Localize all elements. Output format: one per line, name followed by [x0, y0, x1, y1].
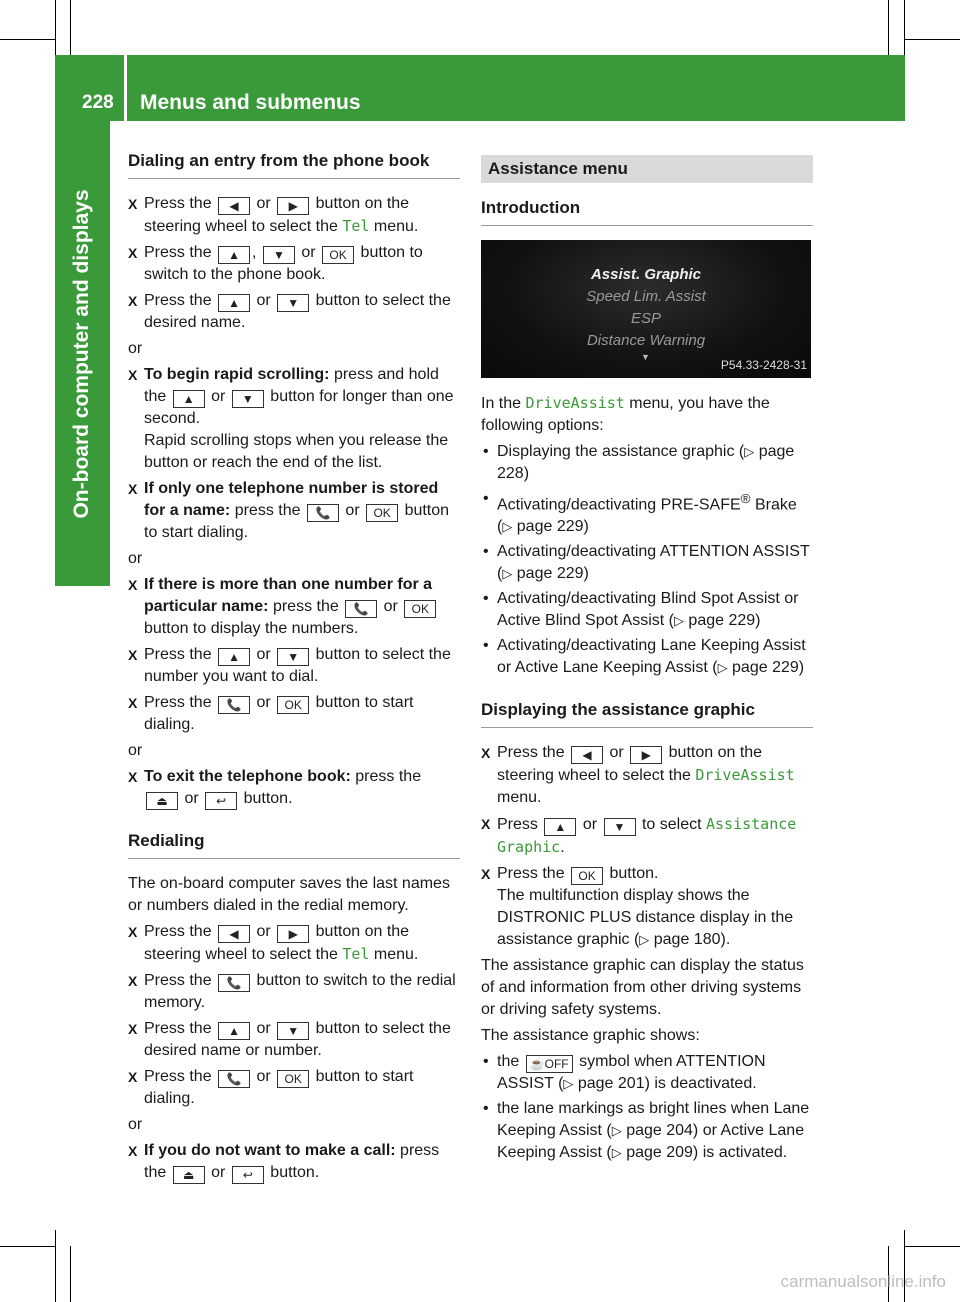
up-arrow-key-icon: ▲: [544, 818, 576, 836]
menu-name: Tel: [342, 945, 370, 963]
running-title: Menus and submenus: [140, 91, 361, 114]
bullet-icon: •: [483, 1100, 489, 1118]
scroll-down-icon: ▼: [641, 352, 650, 362]
page-ref-icon: ▷: [611, 1123, 622, 1139]
phone-key-icon: 📞: [218, 1070, 250, 1088]
page-ref-icon: ▷: [673, 613, 684, 629]
page-number: 228: [82, 92, 114, 113]
page-ref-icon: ▷: [563, 1076, 574, 1092]
step: X Press the ◀ or ▶ button on the steering wheel to select the Tel menu.: [128, 923, 419, 963]
body-paragraph: The assistance graphic shows:: [481, 1027, 700, 1045]
list-item: • Activating/deactivating Blind Spot Assist or Active Blind Spot Assist (▷ page 229): [483, 590, 799, 630]
redial-intro: The on-board computer saves the last names or numbers dialed in the redial memory.: [128, 875, 450, 914]
step-marker-icon: X: [128, 481, 138, 497]
step-marker-icon: X: [128, 577, 138, 593]
footer-url: carmanualsonline.info: [780, 1272, 946, 1291]
bullet-icon: •: [483, 1053, 489, 1071]
up-arrow-key-icon: ▲: [218, 246, 250, 264]
step-marker-icon: X: [128, 245, 138, 261]
step: X Press the ▲ or ▼ button to select the desired name.: [128, 292, 451, 331]
page-ref-icon: ▷: [639, 932, 650, 948]
assistance-menu-heading: Assistance menu: [481, 155, 813, 183]
introduction-heading: Introduction: [481, 197, 813, 226]
left-column: [128, 150, 460, 1188]
up-arrow-key-icon: ▲: [218, 1022, 250, 1040]
or-text: or: [128, 340, 143, 357]
step-marker-icon: X: [128, 924, 138, 940]
step: X Press the ▲ , ▼ or OK button to switch to the phone book.: [128, 244, 423, 283]
ok-key-icon: OK: [322, 246, 354, 264]
page-ref-icon: ▷: [502, 566, 513, 582]
step: X If you do not want to make a call: press the ⏏ or ↩ button.: [128, 1142, 440, 1182]
step-marker-icon: X: [481, 745, 491, 762]
hang-up-key-icon: ⏏: [173, 1166, 205, 1184]
down-arrow-key-icon: ▼: [277, 1022, 309, 1040]
figure-menu-item: ESP: [630, 310, 661, 327]
step-marker-icon: X: [128, 973, 138, 989]
crop-mark: [888, 0, 889, 56]
step: X Press ▲ or ▼ to select Assistance Graphic.: [481, 815, 797, 857]
down-arrow-key-icon: ▼: [232, 390, 264, 408]
phone-key-icon: 📞: [345, 600, 377, 618]
figure-menu-item: Speed Lim. Assist: [586, 288, 706, 305]
step-marker-icon: X: [128, 1143, 138, 1159]
step-marker-icon: X: [128, 769, 138, 785]
left-arrow-key-icon: ◀: [218, 925, 250, 943]
step-marker-icon: X: [128, 1069, 138, 1085]
left-arrow-key-icon: ◀: [218, 197, 250, 215]
step-marker-icon: X: [481, 816, 491, 833]
phone-key-icon: 📞: [307, 504, 339, 522]
step: X Press the OK button. The multifunction display shows the DISTRONIC PLUS distance display in the assistance graphic (▷ page 180).: [481, 865, 794, 949]
intro-paragraph: In the DriveAssist menu, you have the following options:: [481, 394, 770, 434]
step: X If there is more than one number for a particular name: press the 📞 or OK button to display the numbers.: [128, 574, 460, 640]
step-marker-icon: X: [128, 1021, 138, 1037]
page-ref-icon: ▷: [611, 1145, 622, 1161]
menu-name: Assistance Graphic: [497, 815, 797, 857]
menu-name: DriveAssist: [695, 766, 795, 785]
back-key-icon: ↩: [205, 792, 237, 810]
down-arrow-key-icon: ▼: [604, 818, 636, 836]
step-marker-icon: X: [481, 866, 491, 883]
step: X Press the ▲ or ▼ button to select the number you want to dial.: [128, 646, 451, 685]
bullet-icon: •: [483, 443, 489, 460]
step-marker-icon: X: [128, 196, 138, 212]
ok-key-icon: OK: [366, 504, 398, 522]
right-column: [481, 155, 813, 1167]
up-arrow-key-icon: ▲: [218, 294, 250, 312]
crop-mark: [70, 1246, 71, 1302]
bullet-icon: •: [483, 590, 489, 608]
crop-mark: [55, 1230, 56, 1302]
crop-mark: [904, 0, 905, 56]
left-arrow-key-icon: ◀: [571, 746, 603, 764]
step: X If only one telephone number is stored for a name: press the 📞 or OK button to start dialing.: [128, 480, 450, 541]
crop-mark: [55, 0, 56, 56]
crop-mark: [0, 1246, 56, 1247]
step-marker-icon: X: [128, 367, 138, 383]
down-arrow-key-icon: ▼: [277, 648, 309, 666]
step: X Press the 📞 or OK button to start dialing.: [128, 694, 414, 733]
back-key-icon: ↩: [232, 1166, 264, 1184]
figure-code: P54.33-2428-31: [720, 358, 807, 372]
step: X To exit the telephone book: press the ⏏ or ↩ button.: [128, 768, 422, 808]
step: X Press the ▲ or ▼ button to select the desired name or number.: [128, 1020, 451, 1059]
crop-mark: [904, 1246, 960, 1247]
up-arrow-key-icon: ▲: [173, 390, 205, 408]
or-text: or: [128, 742, 143, 759]
list-item: • the lane markings as bright lines when Lane Keeping Assist (▷ page 204) or Active Lane Keeping Assist (▷ page 209) is activated.: [483, 1100, 810, 1162]
bullet-icon: •: [483, 490, 489, 507]
ok-key-icon: OK: [404, 600, 436, 618]
or-text: or: [128, 550, 143, 567]
menu-name: Tel: [342, 217, 370, 235]
page-ref-icon: ▷: [744, 444, 755, 459]
bullet-icon: •: [483, 637, 489, 655]
figure-menu-item-selected: Assist. Graphic: [590, 266, 702, 283]
body-paragraph: The assistance graphic can display the status of and information from other driving systems or driving safety systems.: [481, 957, 804, 1019]
list-item: • Activating/deactivating Lane Keeping Assist or Active Lane Keeping Assist (▷ page 229): [483, 637, 806, 677]
step: X To begin rapid scrolling: press and hold the ▲ or ▼ button for longer than one second. Rapid scrolling stops when you release the button or reach the end of the list.: [128, 366, 454, 471]
step: X Press the 📞 button to switch to the redial memory.: [128, 972, 456, 1011]
side-tab-label: On-board computer and displays: [70, 189, 93, 519]
display-figure: [481, 240, 811, 378]
right-arrow-key-icon: ▶: [630, 746, 662, 764]
list-item: • Activating/deactivating PRE-SAFE® Brake (▷ page 229): [483, 490, 797, 536]
step-marker-icon: X: [128, 293, 138, 309]
list-item: • the ☕OFF symbol when ATTENTION ASSIST (▷ page 201) is deactivated.: [483, 1053, 766, 1093]
ok-key-icon: OK: [277, 1070, 309, 1088]
header-separator: [124, 55, 127, 121]
right-arrow-key-icon: ▶: [277, 925, 309, 943]
phone-key-icon: 📞: [218, 974, 250, 992]
down-arrow-key-icon: ▼: [263, 246, 295, 264]
page-ref-icon: ▷: [502, 519, 513, 535]
crop-mark: [70, 0, 71, 56]
step: X Press the ◀ or ▶ button on the steering wheel to select the Tel menu.: [128, 195, 419, 235]
list-item: • Displaying the assistance graphic (▷ page 228): [483, 443, 795, 482]
redial-heading: Redialing: [128, 830, 460, 859]
menu-name: DriveAssist: [525, 394, 625, 412]
up-arrow-key-icon: ▲: [218, 648, 250, 666]
attention-assist-off-icon: ☕OFF: [526, 1055, 573, 1073]
step: X Press the 📞 or OK button to start dialing.: [128, 1068, 414, 1107]
right-arrow-key-icon: ▶: [277, 197, 309, 215]
bullet-icon: •: [483, 543, 489, 561]
list-item: • Activating/deactivating ATTENTION ASSIST (▷ page 229): [483, 543, 810, 583]
crop-mark: [0, 39, 56, 40]
displaying-heading: Displaying the assistance graphic: [481, 699, 813, 728]
step-marker-icon: X: [128, 647, 138, 663]
step: X Press the ◀ or ▶ button on the steering wheel to select the DriveAssist menu.: [481, 744, 795, 807]
crop-mark: [904, 39, 960, 40]
page-ref-icon: ▷: [717, 660, 728, 676]
ok-key-icon: OK: [571, 867, 603, 885]
dialing-heading: Dialing an entry from the phone book: [128, 150, 460, 179]
phone-key-icon: 📞: [218, 696, 250, 714]
down-arrow-key-icon: ▼: [277, 294, 309, 312]
step-marker-icon: X: [128, 695, 138, 711]
hang-up-key-icon: ⏏: [146, 792, 178, 810]
ok-key-icon: OK: [277, 696, 309, 714]
figure-menu-item: Distance Warning: [586, 332, 706, 349]
or-text: or: [128, 1116, 143, 1133]
